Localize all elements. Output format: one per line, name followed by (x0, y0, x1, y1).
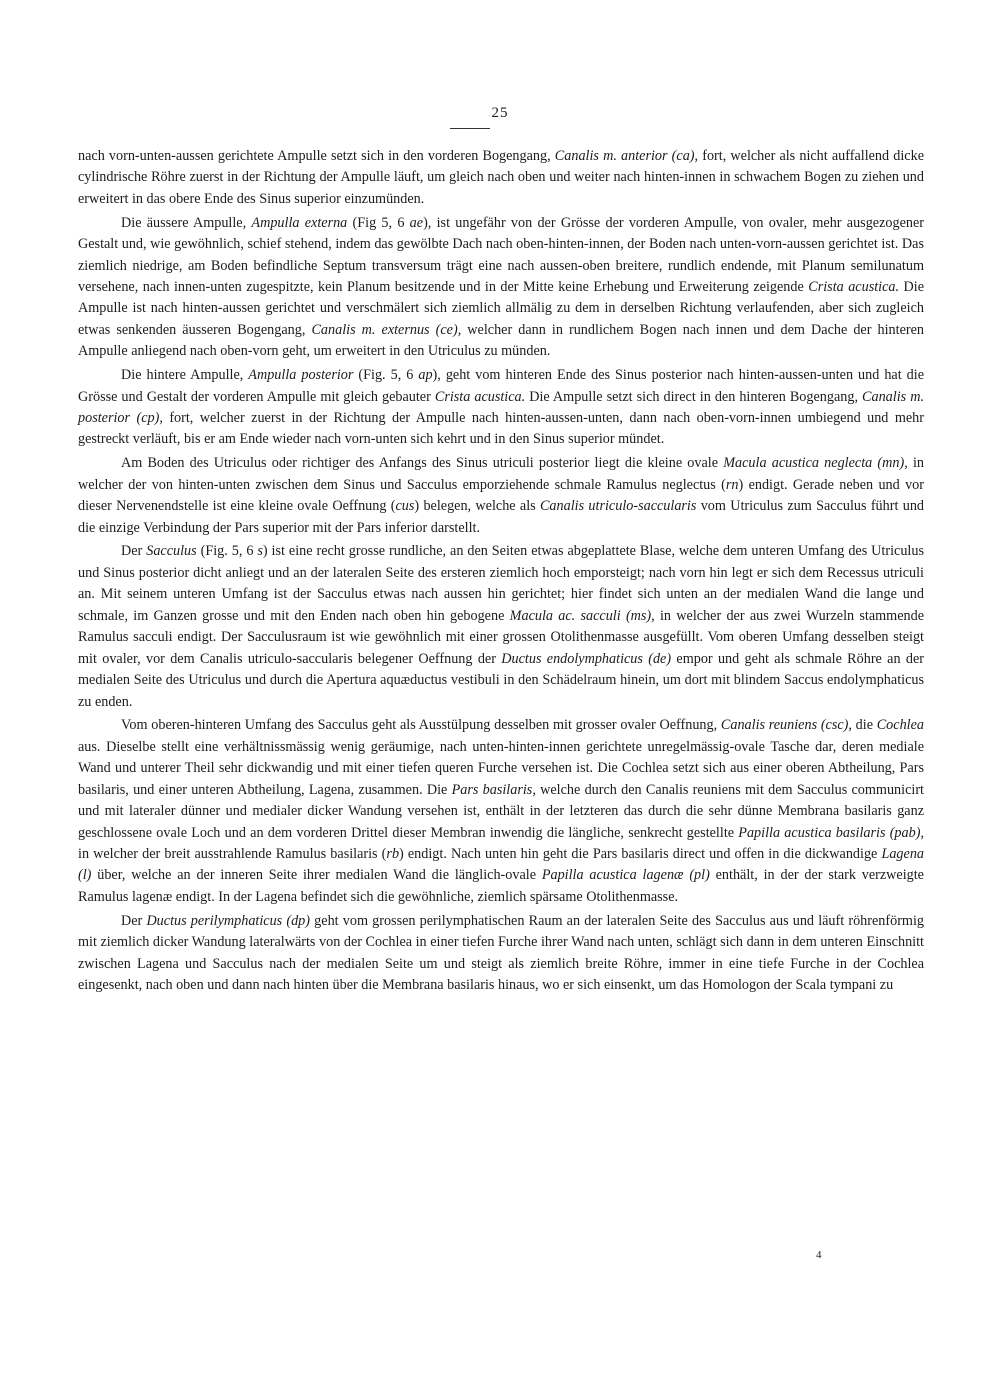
text-run: Der (121, 912, 147, 929)
italic-term: Ampulla posterior (248, 367, 354, 384)
text-run: Am Boden des Utriculus oder richtiger des Anfangs des Sinus utriculi posterior liegt die kleine ovale (121, 455, 724, 472)
text-run: (Fig. 5, 6 (196, 543, 258, 560)
text-run: ) endigt. Gerade neben und vor dieser Nervenendstelle ist eine kleine ovale Oeffnung ( (78, 476, 924, 515)
text-run: nach vorn-unten-aussen gerichtete Ampulle setzt sich in den vorderen Bogengang, (78, 148, 555, 164)
page-number: 25 (491, 105, 509, 121)
italic-term: ae (409, 214, 424, 231)
paragraph (78, 365, 924, 451)
paragraph (78, 213, 924, 363)
text-run: Die hintere Ampulle, (121, 367, 249, 384)
page-number-rule (450, 128, 490, 129)
text-run: welche durch den Canalis reuniens mit dem Sacculus communicirt und mit lateraler dünner und medialer dicker Wandung versehen ist, enthält in der letzteren das durch die sehr dünne Membrana basilaris ganz geschlossene ovale Loch und an dem vorderen Drittel dieser Membran inwendig die längliche, senkrecht gestellte (78, 781, 924, 841)
paragraph (78, 453, 924, 539)
italic-term: Ampulla externa (251, 214, 348, 231)
italic-term: Lagena (l) (78, 845, 925, 884)
italic-term: Canalis m. anterior (ca) (554, 148, 695, 164)
italic-term: Canalis reuniens (csc) (720, 717, 849, 734)
text-run: , in welcher der aus zwei Wurzeln stammende Ramulus sacculi endigt. Der Sacculusraum ist wie gewöhnlich mit einer grossen Otolithenmasse ausgefüllt. Vom oberen Umfang desselben steigt mit ovaler, vor dem Canalis utriculo-saccularis belegener Oeffnung der (78, 607, 924, 667)
text-run: (Fig 5, 6 (347, 214, 410, 231)
paragraph (78, 911, 924, 997)
text-run: Der (121, 543, 147, 560)
text-run: , welcher dann in rundlichem Bogen nach innen und dem Dache der hinteren Ampulle anliegend nach oben-vorn geht, um erweitert in den Utriculus zu münden. (78, 321, 924, 360)
italic-term: Macula ac. sacculi (ms) (509, 607, 652, 624)
text-run: aus. Dieselbe stellt eine verhältnissmässig wenig geräumige, nach unten-hinten-innen gerichtete unregelmässig-ovale Tasche dar, deren mediale Wand und unterer Theil sehr dickwandig und mit einer tiefen queren Furche versehen ist. Die Cochlea setzt sich aus einer oberen Abtheilung, Pars basilaris, und einer unteren Abtheilung, Lagena, zusammen. Die (78, 738, 924, 798)
italic-term: Macula acustica neglecta (mn) (723, 455, 905, 472)
italic-term: Canalis utriculo-saccularis (539, 498, 697, 515)
italic-term: cus (395, 498, 415, 515)
italic-term: rb (386, 845, 400, 862)
signature-mark: 4 (816, 1249, 822, 1261)
italic-term: s (257, 543, 263, 560)
text-run: ) ist eine recht grosse rundliche, an den Seiten etwas abgeplattete Blase, welche dem unteren Umfang des Utriculus und Sinus posterior dicht anliegt und an der lateralen Seite des ersteren ziemlich hoch emporsteigt; nach vorn hin legt er sich dem Recessus utriculi an. Mit seinem unteren Umfang ist der Sacculus etwas nach aussen hin gerichtet; hier findet sich unten an der medialen Wand die lange und schmale, im Ganzen grosse und mit den Enden nach oben hin gebogene (78, 543, 924, 624)
italic-term: Papilla acustica lagenæ (pl) (541, 867, 710, 884)
text-run: ) endigt. Nach unten hin geht die Pars basilaris direct und offen in die dickwandige (399, 845, 882, 862)
paragraph (78, 146, 924, 210)
text-run: Die Ampulle setzt sich direct in den hinteren Bogengang, (525, 388, 863, 405)
text-run: geht vom grossen perilymphatischen Raum an der lateralen Seite des Sacculus aus und läuft röhrenförmig mit ziemlich dicker Wandung lateralwärts von der Cochlea in einer tiefen Furche ihrer Wand nach unten, schlägt sich dann in dem unteren Einschnitt zwischen Lagena und Sacculus nach der medialen Seite um und steigt als ziemlich breite Röhre, immer in eine tiefe Furche in der Cochlea eingesenkt, nach oben und dann nach hinten über die Membrana basilaris hinaus, wo er sich einsenkt, um das Homologon der Scala tympani zu (78, 912, 924, 993)
text-run: enthält, in der der stark verzweigte Ramulus lagenæ endigt. In der Lagena befindet sich die gewöhnliche, ziemlich spärsame Otolithenmasse. (78, 867, 924, 905)
text-run: vom Utriculus zum Sacculus führt und die einzige Verbindung der Pars superior mit der Pars inferior darstellt. (78, 498, 925, 536)
text-run: , in welcher der von hinten-unten zwischen dem Sinus und Sacculus emporziehende schmale Ramulus neglectus ( (78, 455, 924, 493)
italic-term: rn (725, 476, 739, 493)
text-run: über, welche an der inneren Seite ihrer medialen Wand die länglich-ovale (91, 867, 542, 884)
text-run: empor und geht als schmale Röhre an der medialen Seite des Utriculus und durch die Apertura aquæductus vestibuli in den Schädelraum hinein, um dort mit blindem Saccus endolymphaticus zu enden. (78, 650, 924, 710)
italic-term: Cochlea (876, 717, 924, 734)
italic-term: Crista acustica. (808, 279, 900, 296)
italic-term: Canalis m. posterior (cp) (78, 388, 924, 427)
italic-term: Papilla acustica basilaris (pab) (738, 824, 921, 841)
italic-term: ap (418, 367, 433, 384)
paragraph (78, 715, 924, 908)
text-run: Vom oberen-hinteren Umfang des Sacculus geht als Ausstülpung desselben mit grosser ovaler Oeffnung, (121, 717, 721, 734)
italic-term: Sacculus (146, 543, 197, 560)
italic-term: Pars basilaris, (451, 781, 536, 798)
text-run: (Fig. 5, 6 (353, 367, 419, 384)
text-run: ), geht vom hinteren Ende des Sinus posterior nach hinten-aussen-unten und hat die Grösse und Gestalt der vorderen Ampulle mit gleich gebauter (78, 367, 924, 405)
text-run: , die (848, 717, 877, 734)
text-run: , fort, welcher zuerst in der Richtung der Ampulle nach hinten-aussen-unten, dann nach oben-vorn-innen umbiegend und mehr gestreckt verläuft, bis er am Ende wieder nach vorn-unten sich kehrt und in den Sinus superior mündet. (78, 410, 924, 448)
body-text (78, 146, 924, 999)
text-run: , fort, welcher als nicht auffallend dicke cylindrische Röhre zuerst in der Richtung der Ampulle läuft, um gleich nach oben und weiter nach hinten-innen in schwachem Bogen zu ziehen und erweitert in das obere Ende des Sinus superior einzumünden. (78, 148, 924, 207)
italic-term: Ductus perilymphaticus (dp) (146, 912, 311, 929)
text-run: Die Ampulle ist nach hinten-aussen gerichtet und verschmälert sich ziemlich allmälig zu dem in derselben Richtung verlaufenden, aber sich zugleich etwas senkenden äusseren Bogengang, (78, 279, 925, 338)
text-run: ), ist ungefähr von der Grösse der vorderen Ampulle, von ovaler, mehr ausgezogener Gestalt und, wie gewöhnlich, schief stehend, indem das gewölbte Dach nach oben-hinten-innen, der Boden nach unten-vorn-aussen gerichtet ist. Das ziemlich niedrige, am Boden befindliche Septum transversum trägt eine nach aussen-oben breitere, rundlich endende, mit Planum semilunatum versehene, nach innen-unten zugespitzte, kein Planum besitzende und in der Mitte keine Erhebung und Erweiterung zeigende (78, 214, 924, 296)
italic-term: Ductus endolymphaticus (de) (501, 650, 672, 667)
text-run: Die äussere Ampulle, (121, 214, 252, 231)
paragraph (78, 541, 924, 713)
text-run: , in welcher der breit ausstrahlende Ramulus basilaris ( (78, 824, 924, 862)
italic-term: Canalis m. externus (ce) (311, 321, 458, 338)
text-run: ) belegen, welche als (414, 498, 540, 515)
italic-term: Crista acustica. (434, 388, 526, 405)
